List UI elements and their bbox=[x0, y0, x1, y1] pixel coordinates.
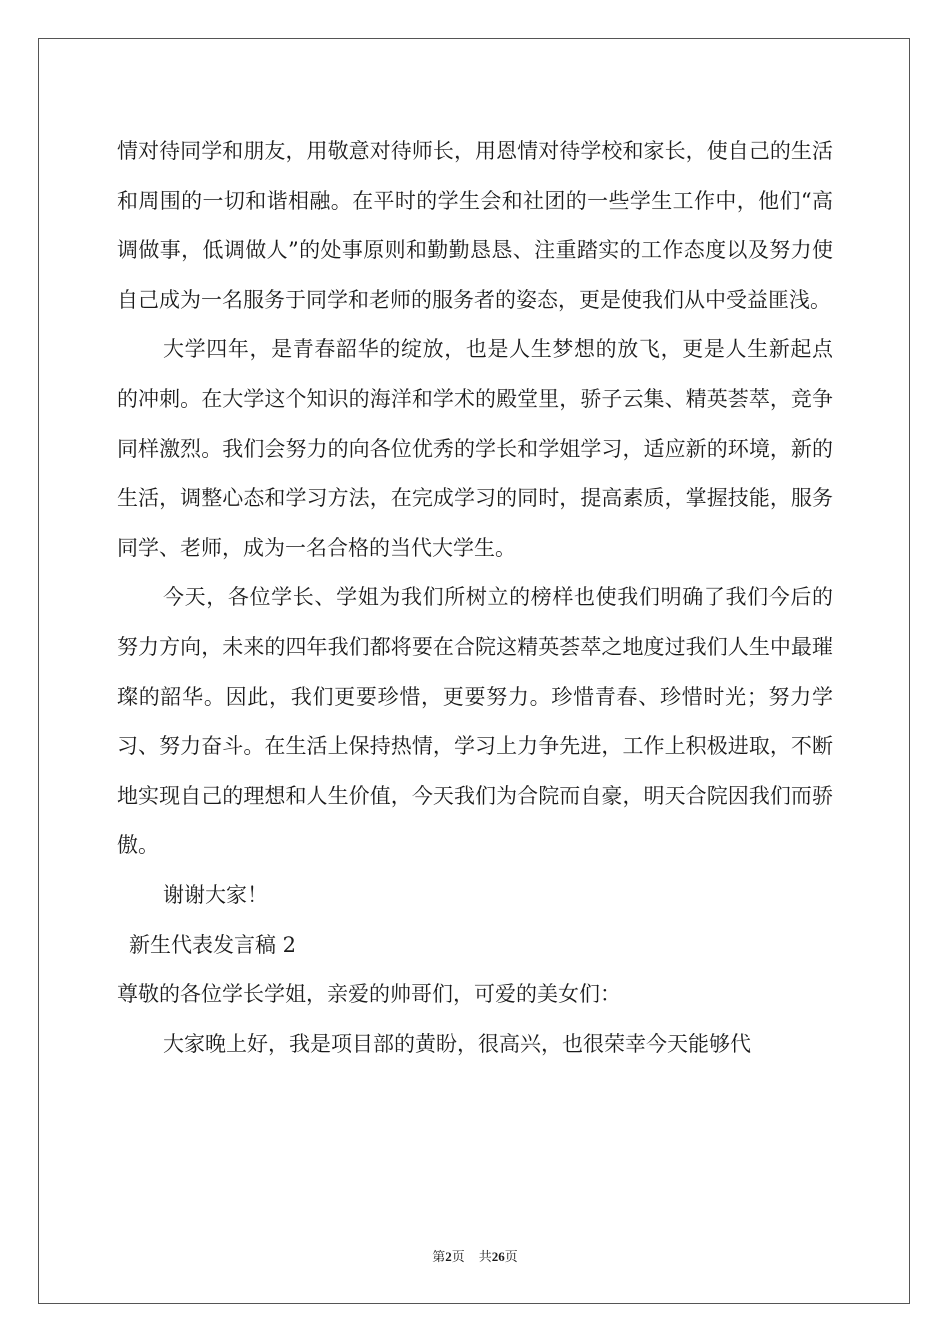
paragraph-college-years: 大学四年，是青春韶华的绽放，也是人生梦想的放飞，更是人生新起点的冲刺。在大学这个知识的海洋和学术的殿堂里，骄子云集、精英荟萃，竞争同样激烈。我们会努力的向各位优秀的学长和学姐学习，适应新的环境，新的生活，调整心态和学习方法，在完成学习的同时，提高素质，掌握技能，服务同学、老师，成为一名合格的当代大学生。 bbox=[117, 337, 833, 560]
paragraph-thanks: 谢谢大家！ bbox=[163, 882, 268, 907]
paragraph-greeting: 大家晚上好，我是项目部的黄盼，很高兴，也很荣幸今天能够代 bbox=[163, 1031, 751, 1056]
page-prefix: 第 bbox=[432, 1250, 446, 1265]
paragraph-continuation: 情对待同学和朋友，用敬意对待师长，用恩情对待学校和家长，使自己的生活和周围的一切和谐相融。在平时的学生会和社团的一些学生工作中，他们“高调做事，低调做人”的处事原则和勤勤恳恳、注重踏实的工作态度以及努力使自己成为一名服务于同学和老师的服务者的姿态，更是使我们从中受益匪浅。 bbox=[117, 139, 833, 312]
salutation: 尊敬的各位学长学姐，亲爱的帅哥们，可爱的美女们： bbox=[117, 982, 621, 1007]
section-heading: 新生代表发言稿 2 bbox=[129, 932, 297, 957]
page-suffix: 页 bbox=[451, 1250, 465, 1265]
document-body bbox=[117, 127, 833, 1069]
total-pages: 26 bbox=[491, 1249, 505, 1264]
paragraph-today: 今天，各位学长、学姐为我们所树立的榜样也使我们明确了我们今后的努力方向，未来的四年我们都将要在合院这精英荟萃之地度过我们人生中最璀璨的韶华。因此，我们更要珍惜，更要努力。珍惜青春、珍惜时光；努力学习、努力奋斗。在生活上保持热情，学习上力争先进，工作上积极进取，不断地实现自己的理想和人生价值，今天我们为合院而自豪，明天合院因我们而骄傲。 bbox=[117, 585, 833, 858]
page-footer bbox=[0, 1246, 950, 1265]
page-number: 2 bbox=[445, 1249, 452, 1264]
total-suffix: 页 bbox=[504, 1250, 518, 1265]
total-prefix: 共 bbox=[478, 1250, 492, 1265]
